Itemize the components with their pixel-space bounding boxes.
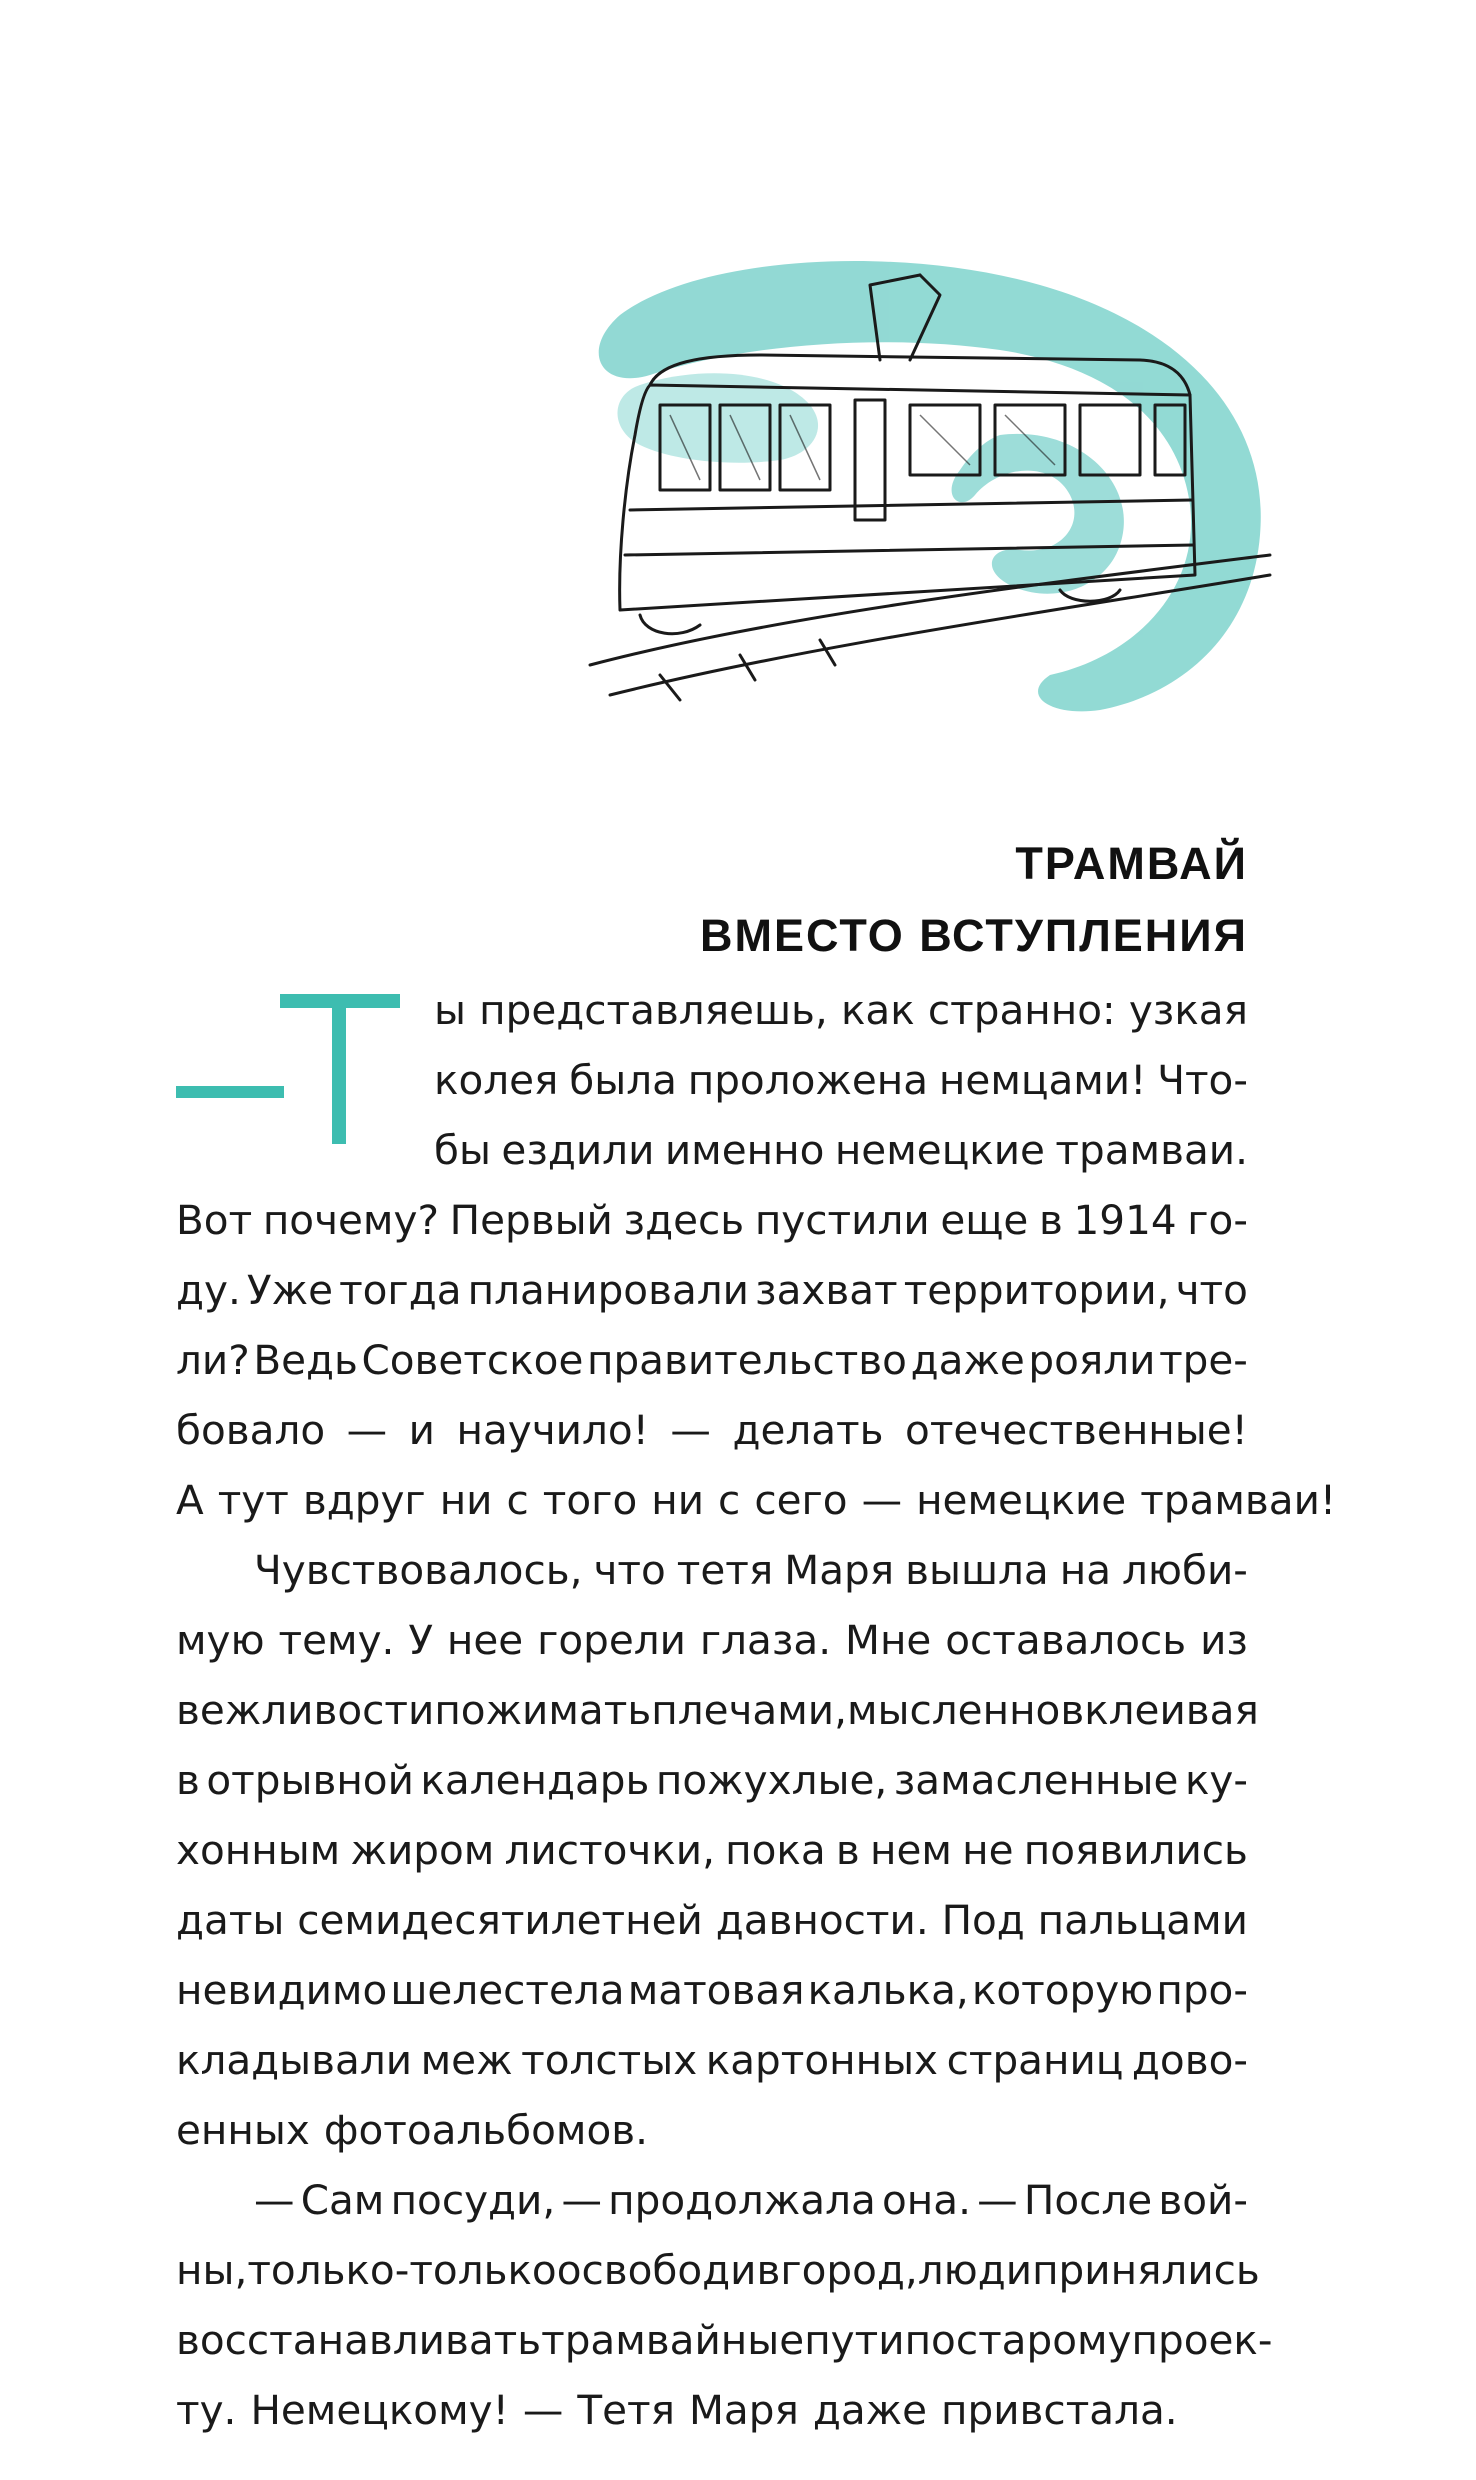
word: которую — [971, 1966, 1154, 2014]
word: Мне — [845, 1616, 932, 1664]
word: как — [840, 986, 915, 1034]
text-line — [254, 2170, 1248, 2230]
word: шелестела — [390, 1966, 625, 2014]
word: ду. — [176, 1266, 241, 1314]
word: пути — [804, 2316, 905, 2364]
word: колея — [434, 1056, 559, 1104]
word: привстала. — [941, 2386, 1178, 2434]
word: в — [176, 1756, 200, 1804]
word: здесь — [623, 1196, 745, 1244]
word: ни — [439, 1476, 493, 1524]
word: фотоальбомов. — [323, 2106, 649, 2154]
word: была — [569, 1056, 677, 1104]
word: Чувствовалось, — [254, 1546, 583, 1594]
watercolor-swirl — [599, 261, 1261, 711]
word: не — [962, 1826, 1014, 1874]
word: старому — [955, 2316, 1132, 2364]
word: бовало — [176, 1406, 326, 1454]
word: странно: — [927, 986, 1116, 1034]
word: освободив — [556, 2246, 781, 2294]
word: го- — [1187, 1196, 1248, 1244]
chapter-title: ТРАМВАЙ — [1015, 838, 1248, 889]
word: проек- — [1131, 2316, 1273, 2364]
word: калька, — [807, 1966, 969, 2014]
word: захват — [755, 1266, 898, 1314]
text-line — [176, 1400, 1248, 1460]
word: вой- — [1158, 2176, 1248, 2224]
word: даже — [910, 1336, 1025, 1384]
word: люби- — [1122, 1546, 1248, 1594]
word: в — [835, 1826, 860, 1874]
word: вышла — [905, 1546, 1049, 1594]
word: отечественные! — [905, 1406, 1248, 1454]
word: пожухлые, — [655, 1756, 888, 1804]
text-line — [176, 2310, 1273, 2370]
word: восстанавливать — [176, 2316, 542, 2364]
word: проложена — [687, 1056, 929, 1104]
word: делать — [732, 1406, 884, 1454]
word: пока — [725, 1826, 826, 1874]
word: в — [1038, 1196, 1063, 1244]
word: Советское — [361, 1336, 584, 1384]
word: нее — [446, 1616, 524, 1664]
word: пустили — [754, 1196, 930, 1244]
word: 1914 — [1073, 1196, 1177, 1244]
word: даже — [812, 2386, 928, 2434]
word: нем — [869, 1826, 952, 1874]
word: давности. — [715, 1896, 929, 1944]
word: почему? — [262, 1196, 439, 1244]
word: А — [176, 1476, 204, 1524]
text-line — [434, 980, 1248, 1040]
text-line — [176, 1750, 1248, 1810]
word: территории, — [903, 1266, 1170, 1314]
word: продолжала — [608, 2176, 876, 2224]
word: ны, — [176, 2246, 248, 2294]
word: город, — [780, 2246, 918, 2294]
word: планировали — [467, 1266, 749, 1314]
word: пожимать — [434, 1686, 652, 1734]
word: Маря — [688, 2386, 799, 2434]
text-line — [176, 1960, 1248, 2020]
text-line — [254, 1540, 1248, 1600]
word: картонных — [705, 2036, 939, 2084]
word: бы — [434, 1126, 491, 1174]
word: ли? — [176, 1336, 250, 1384]
word: пальцами — [1037, 1896, 1248, 1944]
word: ку- — [1184, 1756, 1248, 1804]
word: листочки, — [504, 1826, 715, 1874]
word: по — [904, 2316, 956, 2364]
word: именно — [664, 1126, 825, 1174]
word: отрывной — [206, 1756, 414, 1804]
word: — — [977, 2176, 1018, 2224]
word: Под — [941, 1896, 1025, 1944]
word: вдруг — [302, 1476, 426, 1524]
word: тему. — [278, 1616, 395, 1664]
text-line — [176, 1190, 1248, 1250]
word: и — [408, 1406, 435, 1454]
word: узкая — [1128, 986, 1248, 1034]
text-line — [176, 1260, 1248, 1320]
word: Тетя — [577, 2386, 675, 2434]
word: еще — [940, 1196, 1029, 1244]
word: горели — [537, 1616, 686, 1664]
word: матовая — [627, 1966, 805, 2014]
word: После — [1023, 2176, 1153, 2224]
word: сего — [754, 1476, 848, 1524]
word: енных — [176, 2106, 310, 2154]
word: трамваи! — [1140, 1476, 1337, 1524]
word: посуди, — [390, 2176, 556, 2224]
word: — — [522, 2386, 564, 2434]
word: с — [506, 1476, 529, 1524]
word: на — [1059, 1546, 1112, 1594]
text-line — [176, 1330, 1248, 1390]
word: ту. — [176, 2386, 237, 2434]
word: принялись — [1032, 2246, 1260, 2294]
text-line — [176, 2380, 1248, 2440]
word: немецкие — [916, 1476, 1127, 1524]
word: тогда — [339, 1266, 462, 1314]
word: ни — [651, 1476, 705, 1524]
word: представляешь, — [479, 986, 828, 1034]
word: — — [670, 1406, 711, 1454]
word: трамвайные — [541, 2316, 805, 2364]
word: — — [561, 2176, 602, 2224]
word: тетя — [676, 1546, 774, 1594]
text-line — [176, 2100, 1248, 2160]
word: с — [718, 1476, 741, 1524]
word: кладывали — [176, 2036, 413, 2084]
word: хонным — [176, 1826, 341, 1874]
word: люди — [917, 2246, 1033, 2294]
word: У — [408, 1616, 433, 1664]
word: толстых — [521, 2036, 698, 2084]
word: ездили — [501, 1126, 655, 1174]
word: трамваи. — [1055, 1126, 1248, 1174]
word: Немецкому! — [250, 2386, 509, 2434]
word: правительство — [586, 1336, 907, 1384]
word: немцами! — [938, 1056, 1147, 1104]
word: — — [346, 1406, 388, 1454]
word: мую — [176, 1616, 265, 1664]
word: невидимо — [176, 1966, 388, 2014]
word: — — [254, 2176, 295, 2224]
word: Сам — [300, 2176, 385, 2224]
word: что — [593, 1546, 666, 1594]
drop-cap — [176, 994, 396, 1144]
text-line — [176, 1680, 1259, 1740]
word: появились — [1023, 1826, 1248, 1874]
word: что — [1175, 1266, 1248, 1314]
word: она. — [882, 2176, 971, 2224]
text-line — [434, 1120, 1248, 1180]
text-line — [176, 2030, 1248, 2090]
word: немецкие — [834, 1126, 1045, 1174]
chapter-heading — [700, 828, 1248, 972]
word: рояли — [1028, 1336, 1156, 1384]
word: меж — [420, 2036, 513, 2084]
text-line — [176, 1820, 1248, 1880]
word: Вот — [176, 1196, 253, 1244]
word: про- — [1156, 1966, 1248, 2014]
text-line — [176, 1610, 1248, 1670]
word: только-только — [247, 2246, 557, 2294]
drop-cap-letter — [280, 994, 400, 1144]
word: вежливости — [176, 1686, 435, 1734]
word: Что- — [1157, 1056, 1248, 1104]
word: Первый — [449, 1196, 613, 1244]
text-line — [176, 1470, 1337, 1530]
word: тре- — [1159, 1336, 1248, 1384]
word: вклеивая — [1060, 1686, 1259, 1734]
word: мысленно — [847, 1686, 1061, 1734]
text-line — [434, 1050, 1248, 1110]
word: Уже — [246, 1266, 333, 1314]
word: Маря — [784, 1546, 895, 1594]
chapter-subtitle: ВМЕСТО ВСТУПЛЕНИЯ — [699, 910, 1248, 961]
word: страниц — [946, 2036, 1124, 2084]
word: календарь — [420, 1756, 650, 1804]
word: из — [1200, 1616, 1248, 1664]
word: тут — [217, 1476, 289, 1524]
word: глаза. — [699, 1616, 832, 1664]
word: замасленные — [893, 1756, 1179, 1804]
word: — — [861, 1476, 903, 1524]
word: Ведь — [253, 1336, 358, 1384]
word: оставалось — [945, 1616, 1187, 1664]
word: того — [542, 1476, 638, 1524]
word: ы — [434, 986, 466, 1034]
word: даты — [176, 1896, 285, 1944]
word: жиром — [350, 1826, 495, 1874]
word: дово- — [1131, 2036, 1248, 2084]
tram-illustration — [580, 255, 1280, 725]
word: семидесятилетней — [297, 1896, 703, 1944]
word: плечами, — [651, 1686, 847, 1734]
drop-cap-dash — [176, 1086, 284, 1098]
word: научило! — [456, 1406, 649, 1454]
text-line — [176, 1890, 1248, 1950]
text-line — [176, 2240, 1260, 2300]
